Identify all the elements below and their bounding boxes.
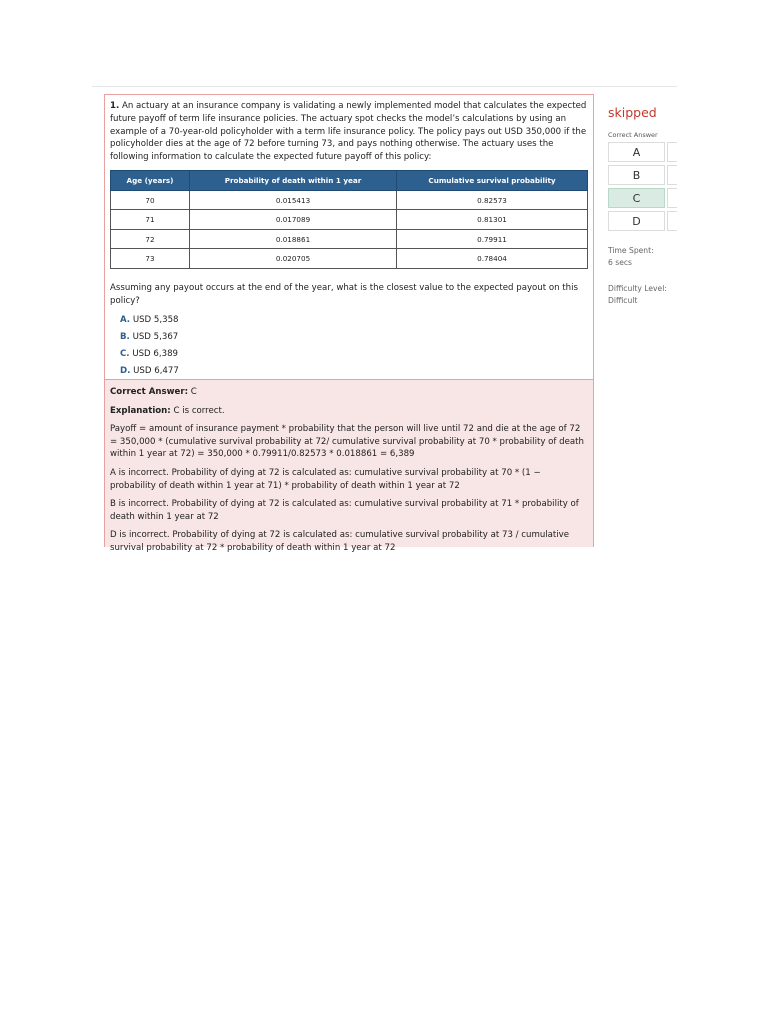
choice-c-correct [608, 188, 665, 208]
choice-edge [667, 165, 677, 185]
correct-answer-column-header: Correct Answer [608, 131, 658, 139]
question-card [104, 94, 594, 379]
table-cell: 0.015413 [190, 190, 397, 210]
option-text: USD 5,367 [132, 331, 179, 342]
option-text: USD 6,389 [132, 349, 179, 360]
top-divider [92, 86, 677, 87]
time-spent-label: Time Spent: [608, 246, 654, 255]
question-stem [110, 100, 587, 164]
choice-edge [667, 188, 677, 208]
table-cell: 70 [111, 190, 190, 210]
table-cell: 0.81301 [397, 210, 588, 230]
choice-letter: A [632, 146, 641, 159]
correct-answer-line [110, 386, 587, 399]
correct-answer-label: Correct Answer: [110, 387, 189, 397]
table-cell: 71 [111, 210, 190, 230]
table-row [111, 210, 588, 230]
table-row [111, 229, 588, 249]
status-badge: skipped [608, 105, 657, 120]
explanation-label: Explanation: [110, 405, 171, 416]
table-cell: 0.78404 [397, 249, 588, 269]
result-sidebar [608, 100, 680, 307]
answer-options [110, 312, 587, 381]
question-number: 1. [110, 101, 120, 111]
option-text: USD 5,358 [132, 314, 179, 325]
option-letter: D. [120, 366, 131, 377]
explanation-paragraph: D is incorrect. Probability of dying at 72 is calculated as: cumulative survival probability at 73 / cumulative survival probability at 72 * probability of death within 1 year at 72 [110, 530, 570, 553]
difficulty-label: Difficulty Level: [608, 284, 667, 293]
option-text: USD 6,477 [133, 366, 179, 377]
explanation-paragraph: Payoff = amount of insurance payment * probability that the person will live until 72 and die at the age of 72 = 350,000 * (cumulative survival probability at 72/ cumulative survival probability at 70 * probability of death within 1 year at 72) = 350,000 * 0.79911/0.82573 * 0.018861 = 6,389 [110, 424, 584, 460]
difficulty-value: Difficult [608, 296, 638, 305]
table-header-survival: Cumulative survival probability [397, 170, 588, 190]
choice-letter: B [632, 169, 641, 182]
option-a[interactable] [120, 312, 587, 329]
choice-edge [667, 142, 677, 162]
time-spent-value: 6 secs [608, 258, 633, 267]
table-cell: 0.79911 [397, 229, 588, 249]
question-text: An actuary at an insurance company is validating a newly implemented model that calculates the expected future payoff of term life insurance policies. The actuary spot checks the model’s calculations by using an example of a 70-year-old policyholder with a term life insurance policy. The policy pays out USD 350,000 if the policyholder dies at the age of 72 before turning 73, and pays nothing otherwise. The actuary uses the following information to calculate the expected future payoff of this policy: [110, 101, 587, 163]
explanation-paragraph: A is incorrect. Probability of dying at 72 is calculated as: cumulative survival probability at 70 * (1 − probability of death within 1 year at 71) * probability of death within 1 year at 72 [110, 467, 541, 491]
explanation-paragraph: B is incorrect. Probability of dying at 72 is calculated as: cumulative survival probability at 71 * probability of death within 1 year at 72 [110, 499, 579, 522]
table-row [111, 249, 588, 269]
mortality-table [110, 170, 588, 269]
choice-edge [667, 211, 677, 231]
table-cell: 0.020705 [190, 249, 397, 269]
table-cell: 0.017089 [190, 210, 397, 230]
table-cell: 72 [111, 229, 190, 249]
choice-letter: C [632, 192, 641, 205]
table-row [111, 190, 588, 210]
option-b[interactable] [120, 329, 587, 346]
choice-a [608, 142, 665, 162]
table-cell: 0.82573 [397, 190, 588, 210]
correct-answer-value: C [190, 387, 197, 397]
explanation-panel [104, 379, 594, 553]
table-header-age: Age (years) [111, 170, 190, 190]
choice-b [608, 165, 665, 185]
option-letter: B. [120, 331, 130, 342]
table-cell: 0.018861 [190, 229, 397, 249]
option-letter: C. [120, 349, 130, 360]
table-header-row [111, 170, 588, 190]
option-c[interactable] [120, 346, 587, 363]
choice-d [608, 211, 665, 231]
option-letter: A. [120, 314, 131, 325]
explanation-value: C is correct. [173, 405, 225, 416]
explanation-line [110, 405, 587, 418]
question-prompt: Assuming any payout occurs at the end of the year, what is the closest value to the expected payout on this policy? [110, 282, 578, 306]
table-header-prob-death: Probability of death within 1 year [190, 170, 397, 190]
choice-letter: D [632, 215, 641, 228]
table-cell: 73 [111, 249, 190, 269]
